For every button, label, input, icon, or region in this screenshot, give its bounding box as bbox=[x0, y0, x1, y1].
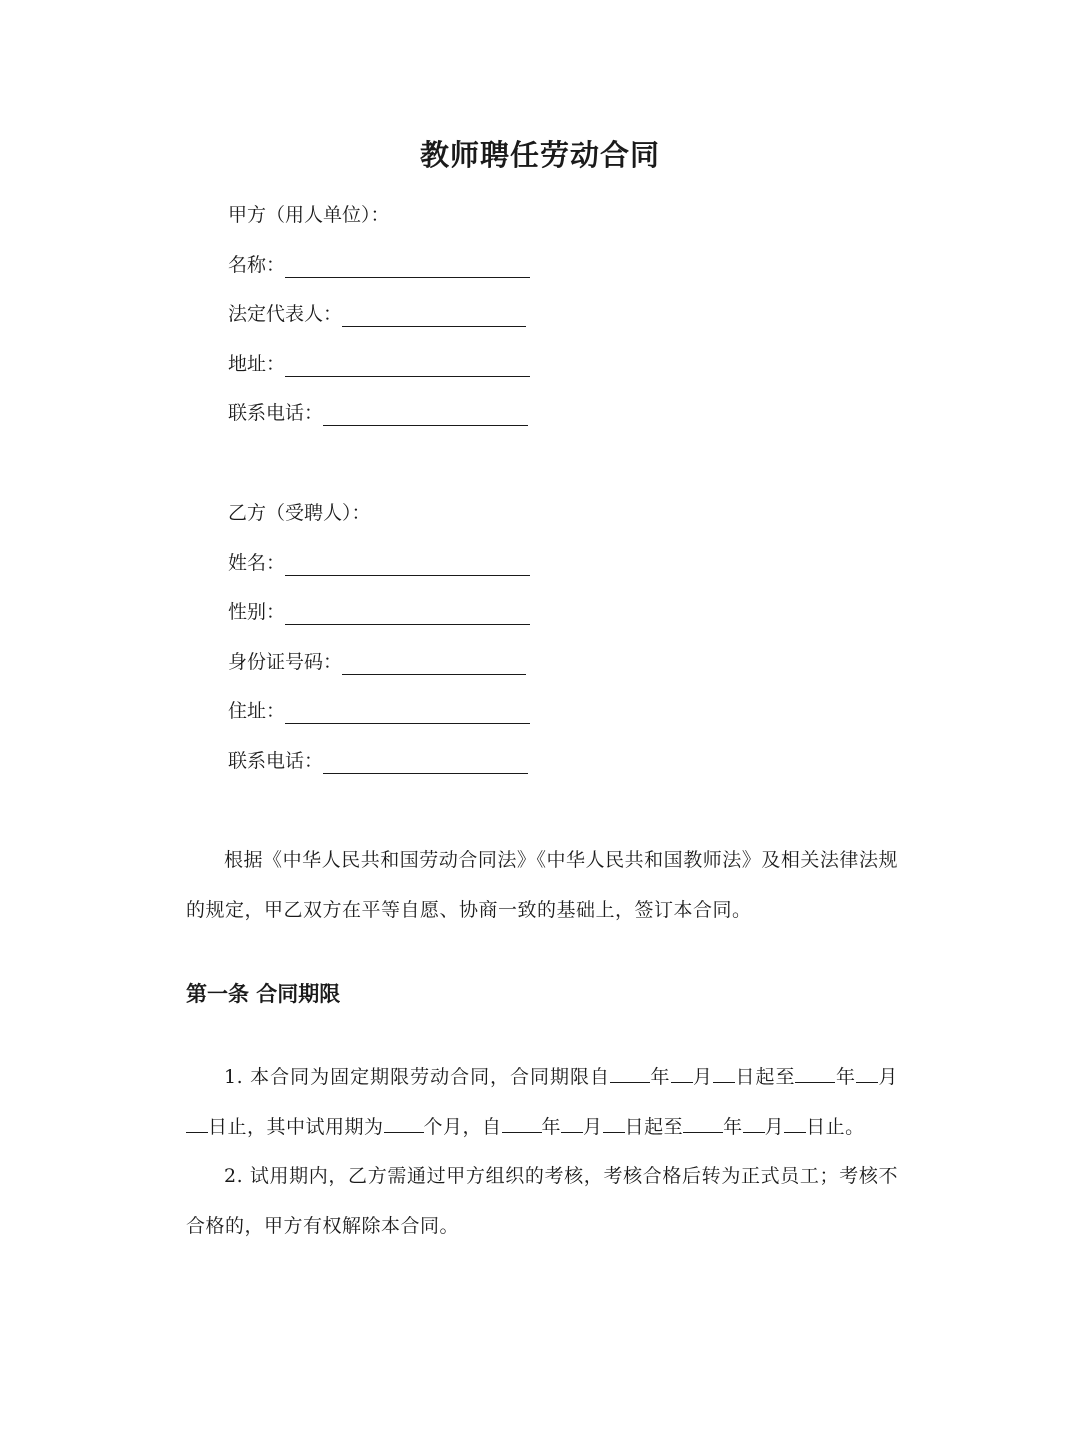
start-day-blank[interactable] bbox=[713, 1064, 735, 1083]
start-month-label: 月 bbox=[692, 1066, 713, 1088]
party-b-gender-field bbox=[228, 599, 530, 625]
party-a-phone-blank[interactable] bbox=[323, 405, 528, 426]
party-a-name-label: 名称： bbox=[228, 254, 286, 276]
party-b-gender-blank[interactable] bbox=[285, 604, 530, 625]
party-b-phone-blank[interactable] bbox=[323, 753, 528, 774]
party-b-address-label: 住址： bbox=[228, 700, 286, 722]
article-1-heading: 第一条 合同期限 bbox=[186, 982, 341, 1006]
party-a-address-label: 地址： bbox=[228, 353, 286, 375]
probation-start-day-label: 日起至 bbox=[624, 1116, 684, 1138]
clause-1-paragraph bbox=[186, 1052, 898, 1152]
start-year-label: 年 bbox=[650, 1066, 671, 1088]
clause-1-text-a: 本合同为固定期限劳动合同，合同期限自 bbox=[250, 1066, 611, 1088]
probation-start-month-blank[interactable] bbox=[561, 1114, 583, 1133]
clause-1-num: 1. bbox=[224, 1066, 244, 1088]
preamble-paragraph: 根据《中华人民共和国劳动合同法》《中华人民共和国教师法》及相关法律法规的规定，甲乙双方在平等自愿、协商一致的基础上，签订本合同。 bbox=[186, 849, 898, 921]
start-day-label: 日起至 bbox=[734, 1066, 796, 1088]
start-month-blank[interactable] bbox=[671, 1064, 693, 1083]
document-title: 教师聘任劳动合同 bbox=[419, 138, 660, 172]
probation-end-month-label: 月 bbox=[764, 1116, 785, 1138]
end-day-blank[interactable] bbox=[186, 1114, 208, 1133]
party-b-id-label: 身份证号码： bbox=[228, 651, 343, 673]
probation-end-year-label: 年 bbox=[723, 1116, 743, 1138]
probation-end-month-blank[interactable] bbox=[743, 1114, 765, 1133]
party-b-id-field bbox=[228, 649, 526, 675]
end-year-label: 年 bbox=[835, 1066, 856, 1088]
probation-start-year-label: 年 bbox=[541, 1116, 562, 1138]
end-month-label: 月 bbox=[877, 1066, 898, 1088]
party-a-legal-rep-blank[interactable] bbox=[342, 306, 526, 327]
end-month-blank[interactable] bbox=[856, 1064, 878, 1083]
party-b-gender-label: 性别： bbox=[228, 601, 286, 623]
probation-start-month-label: 月 bbox=[583, 1116, 603, 1138]
party-a-legal-rep-field bbox=[228, 301, 526, 327]
party-a-phone-field bbox=[228, 400, 528, 426]
party-b-id-blank[interactable] bbox=[342, 654, 526, 675]
party-a-name-blank[interactable] bbox=[285, 257, 530, 278]
clause-1-text-b: 日止，其中试用期为 bbox=[208, 1116, 384, 1138]
party-a-address-blank[interactable] bbox=[285, 356, 530, 377]
party-b-address-blank[interactable] bbox=[285, 703, 530, 724]
probation-end-day-blank[interactable] bbox=[784, 1114, 806, 1133]
probation-end-year-blank[interactable] bbox=[683, 1114, 723, 1133]
party-b-name-field bbox=[228, 550, 530, 576]
party-b-address-field bbox=[228, 698, 530, 724]
clause-2-paragraph: 2. 试用期内，乙方需通过甲方组织的考核，考核合格后转为正式员工；考核不合格的，甲方有权解除本合同。 bbox=[186, 1165, 898, 1237]
party-a-heading: 甲方（用人单位）： bbox=[228, 204, 390, 226]
probation-start-year-blank[interactable] bbox=[502, 1114, 542, 1133]
start-year-blank[interactable] bbox=[610, 1064, 650, 1083]
party-b-heading: 乙方（受聘人）： bbox=[228, 502, 371, 524]
party-a-address-field bbox=[228, 351, 530, 377]
probation-start-day-blank[interactable] bbox=[603, 1114, 625, 1133]
clause-1-end: 日止。 bbox=[806, 1116, 865, 1138]
party-b-name-label: 姓名： bbox=[228, 552, 286, 574]
party-b-name-blank[interactable] bbox=[285, 555, 530, 576]
party-a-name-field bbox=[228, 252, 530, 278]
party-b-phone-label: 联系电话： bbox=[228, 750, 324, 772]
probation-months-blank[interactable] bbox=[384, 1114, 424, 1133]
probation-months-label: 个月，自 bbox=[423, 1116, 502, 1138]
party-b-phone-field bbox=[228, 748, 528, 774]
party-a-legal-rep-label: 法定代表人： bbox=[228, 303, 343, 325]
end-year-blank[interactable] bbox=[795, 1064, 835, 1083]
party-a-phone-label: 联系电话： bbox=[228, 402, 324, 424]
